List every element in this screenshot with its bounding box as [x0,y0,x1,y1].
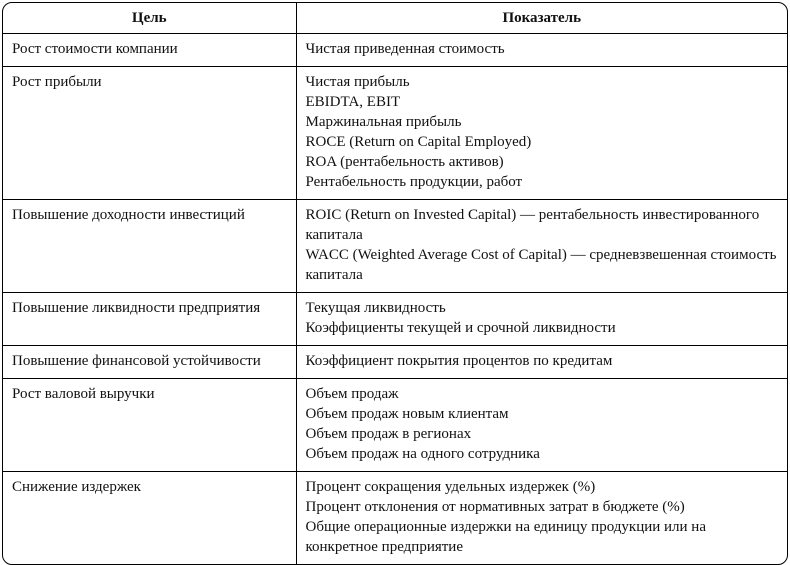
indicator-line: Объем продаж в регионах [305,426,472,442]
indicator-line: Объем продаж новым клиентам [305,406,509,422]
goal-cell: Повышение ликвидности предприятия [3,293,296,346]
indicator-cell [296,67,787,200]
indicator-cell [296,200,787,293]
indicator-line: Чистая прибыль [305,74,410,90]
indicator-line: ROIC (Return on Invested Capital) — рентабельность инвестированного капитала [305,207,760,243]
goals-indicators-table-frame [2,2,788,565]
indicator-line: Текущая ликвидность [305,300,446,316]
table-body [3,34,787,565]
indicator-cell [296,34,787,67]
goal-cell: Рост валовой выручки [3,379,296,472]
indicator-line: Общие операционные издержки на единицу продукции или на конкретное предприятие [305,519,706,555]
indicator-line: Рентабельность продукции, работ [305,174,523,190]
indicator-line: Процент отклонения от нормативных затрат в бюджете (%) [305,499,685,515]
indicator-line: Коэффициент покрытия процентов по кредитам [305,353,613,369]
table-row [3,200,787,293]
indicator-line: WACC (Weighted Average Cost of Capital) — средневзвешенная стоимость капитала [305,247,777,283]
goals-indicators-table [3,3,787,564]
goal-cell: Снижение издержек [3,472,296,565]
header-row [3,3,787,34]
indicator-cell [296,293,787,346]
indicator-line: Процент сокращения удельных издержек (%) [305,479,596,495]
goal-cell: Повышение финансовой устойчивости [3,346,296,379]
goal-cell: Рост прибыли [3,67,296,200]
indicator-cell [296,379,787,472]
table-row [3,346,787,379]
column-header-indicator: Показатель [296,3,787,34]
indicator-line: Коэффициенты текущей и срочной ликвидности [305,320,616,336]
indicator-line: Объем продаж [305,386,399,402]
goal-cell: Повышение доходности инвестиций [3,200,296,293]
table-row [3,67,787,200]
indicator-cell [296,346,787,379]
table-row [3,34,787,67]
table-row [3,293,787,346]
table-row [3,472,787,565]
indicator-cell [296,472,787,565]
table-row [3,379,787,472]
indicator-line: Объем продаж на одного сотрудника [305,446,540,462]
indicator-line: Маржинальная прибыль [305,114,462,130]
goal-cell: Рост стоимости компании [3,34,296,67]
column-header-goal: Цель [3,3,296,34]
indicator-line: EBIDTA, EBIT [305,94,401,110]
indicator-line: ROCE (Return on Capital Employed) [305,134,532,150]
indicator-line: Чистая приведенная стоимость [305,41,505,57]
indicator-line: ROA (рентабельность активов) [305,154,504,170]
